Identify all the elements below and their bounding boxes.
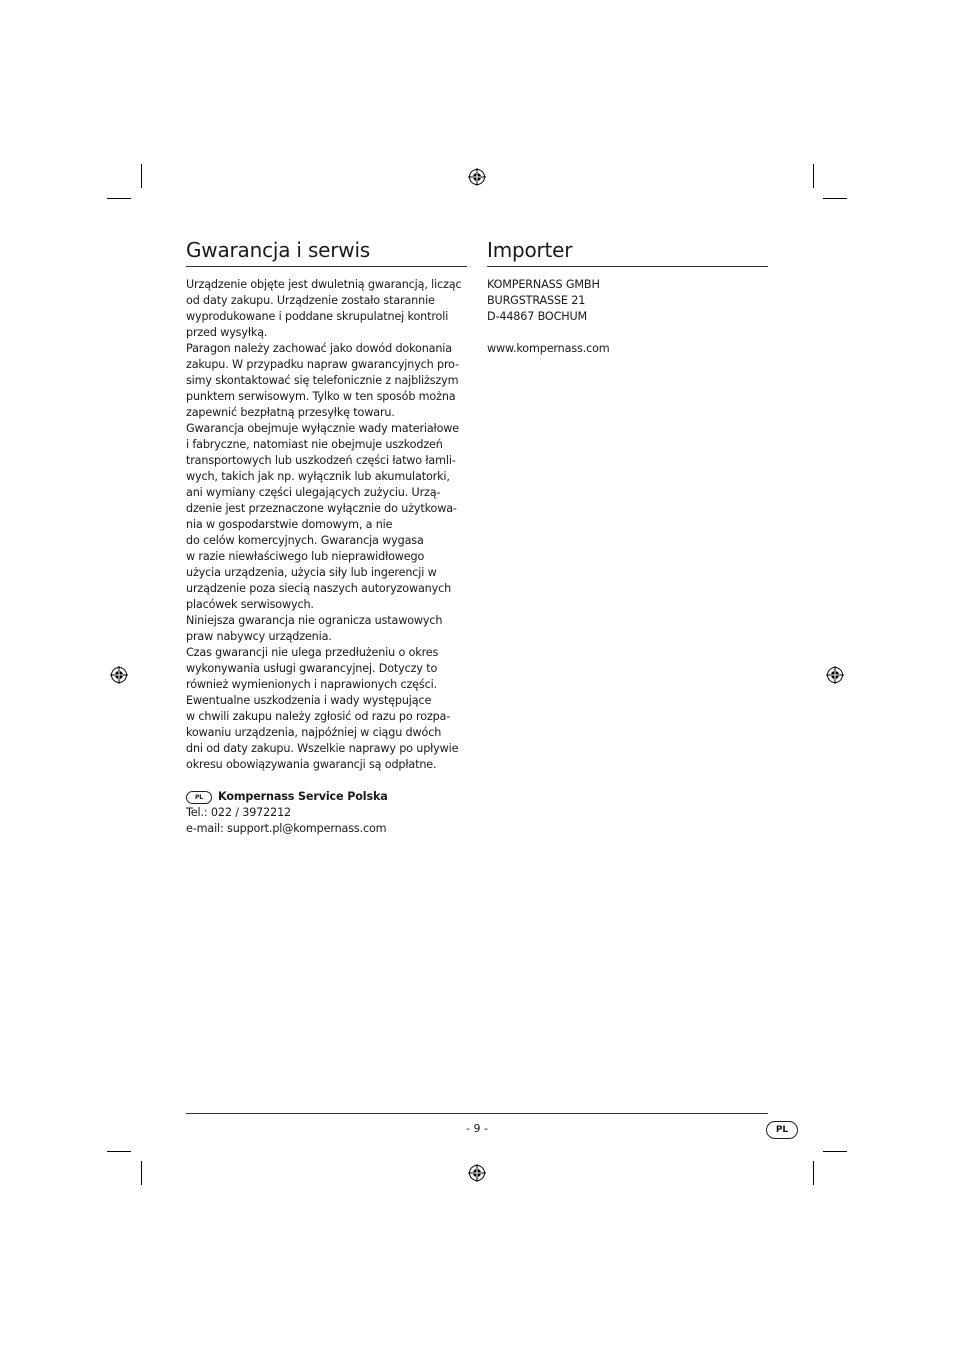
importer-company: KOMPERNASS GMBH (487, 278, 600, 291)
importer-section (487, 236, 768, 357)
registration-mark-icon (826, 666, 844, 684)
crop-mark (813, 1161, 814, 1185)
warranty-line: placówek serwisowych. (186, 598, 314, 611)
crop-mark (107, 198, 131, 199)
warranty-line: Ewentualne uszkodzenia i wady występujące (186, 694, 432, 707)
service-contact (186, 789, 467, 837)
warranty-line: wykonywania usługi gwarancyjnej. Dotyczy to (186, 662, 438, 675)
warranty-line: punktem serwisowym. Tylko w ten sposób można (186, 390, 456, 403)
crop-mark (823, 198, 847, 199)
importer-street: BURGSTRASSE 21 (487, 294, 586, 307)
warranty-line: transportowych lub uszkodzeń części łatwo łamli- (186, 454, 456, 467)
warranty-line: użycia urządzenia, użycia siły lub ingerencji w (186, 566, 437, 579)
warranty-section (186, 236, 467, 837)
warranty-line: w razie niewłaściwego lub nieprawidłowego (186, 550, 425, 563)
warranty-line: Gwarancja obejmuje wyłącznie wady materiałowe (186, 422, 460, 435)
warranty-line: urządzenie poza siecią naszych autoryzowanych (186, 582, 452, 595)
importer-website: www.kompernass.com (487, 342, 610, 355)
warranty-line: zapewnić bezpłatną przesyłkę towaru. (186, 406, 395, 419)
importer-address (487, 277, 768, 357)
language-badge: PL (766, 1121, 798, 1139)
warranty-line: do celów komercyjnych. Gwarancja wygasa (186, 534, 424, 547)
importer-heading: Importer (487, 236, 768, 267)
warranty-line: przed wysyłką. (186, 326, 268, 339)
service-phone: Tel.: 022 / 3972212 (186, 806, 292, 819)
warranty-line: nia w gospodarstwie domowym, a nie (186, 518, 393, 531)
warranty-line: praw nabywcy urządzenia. (186, 630, 332, 643)
country-badge: PL (186, 791, 212, 804)
crop-mark (107, 1151, 131, 1152)
service-email: e-mail: support.pl@kompernass.com (186, 822, 387, 835)
warranty-line: w chwili zakupu należy zgłosić od razu po rozpa- (186, 710, 451, 723)
registration-mark-icon (468, 168, 486, 186)
service-name: Kompernass Service Polska (218, 790, 388, 803)
warranty-line: kowaniu urządzenia, najpóźniej w ciągu dwóch (186, 726, 442, 739)
warranty-text (186, 277, 467, 773)
warranty-line: ani wymiany części ulegających zużyciu. Urzą- (186, 486, 441, 499)
page-number: - 9 - (466, 1122, 488, 1135)
warranty-line: Niniejsza gwarancja nie ogranicza ustawowych (186, 614, 443, 627)
warranty-line: okresu obowiązywania gwarancji są odpłatne. (186, 758, 437, 771)
service-name-line (186, 789, 467, 805)
warranty-line: od daty zakupu. Urządzenie zostało starannie (186, 294, 435, 307)
warranty-line: dni od daty zakupu. Wszelkie naprawy po upływie (186, 742, 459, 755)
warranty-line: wyprodukowane i poddane skrupulatnej kontroli (186, 310, 449, 323)
warranty-line: również wymienionych i naprawionych części. (186, 678, 437, 691)
warranty-line: Urządzenie objęte jest dwuletnią gwarancją, licząc (186, 278, 462, 291)
warranty-line: i fabryczne, natomiast nie obejmuje uszkodzeń (186, 438, 443, 451)
warranty-line: dzenie jest przeznaczone wyłącznie do użytkowa- (186, 502, 457, 515)
crop-mark (141, 1161, 142, 1185)
importer-city: D-44867 BOCHUM (487, 310, 588, 323)
registration-mark-icon (110, 666, 128, 684)
warranty-heading: Gwarancja i serwis (186, 236, 467, 267)
crop-mark (823, 1151, 847, 1152)
warranty-line: simy skontaktować się telefonicznie z najbliższym (186, 374, 459, 387)
registration-mark-icon (468, 1164, 486, 1182)
warranty-line: Czas gwarancji nie ulega przedłużeniu o okres (186, 646, 439, 659)
crop-mark (813, 164, 814, 188)
warranty-line: Paragon należy zachować jako dowód dokonania (186, 342, 452, 355)
warranty-line: zakupu. W przypadku napraw gwarancyjnych pro- (186, 358, 459, 371)
crop-mark (141, 164, 142, 188)
footer-divider (186, 1113, 768, 1114)
warranty-line: wych, takich jak np. wyłącznik lub akumulatorki, (186, 470, 450, 483)
